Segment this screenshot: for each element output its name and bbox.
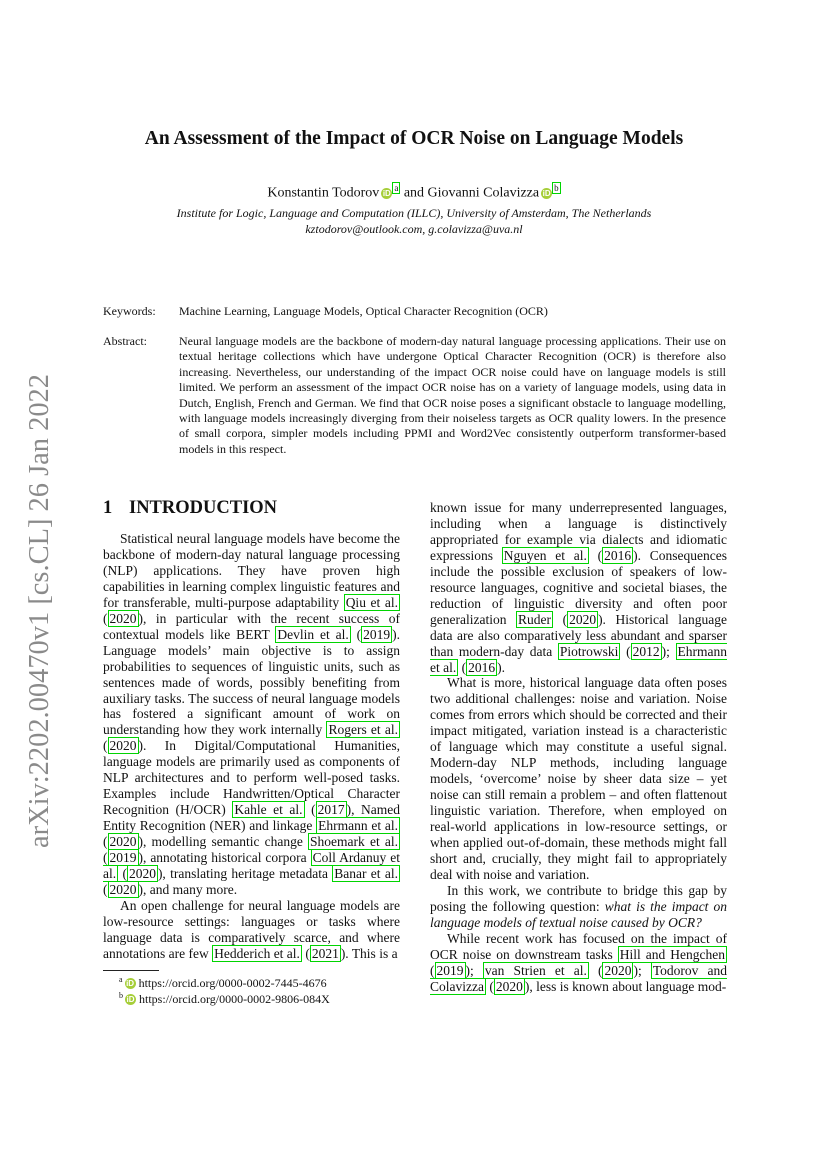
citation-link[interactable]: Devlin et al. [277,626,349,642]
paragraph [430,500,727,675]
citation-link[interactable]: Ruder [518,611,552,627]
citation-link[interactable]: Hill and Hengchen [619,946,725,962]
text-run: ); [465,962,483,978]
abstract-text: Neural language models are the backbone of modern-day natural language processing applications. Their use on textual heritage collections which have undergone Optical Character Recognition (OCR) is therefore also increasing. Nevertheless, our understanding of the impact OCR noise could have on language models is still limited. We perform an assessment of the impact OCR noise has on a variety of language models, using data in Dutch, English, French and German. We find that OCR noise poses a significant obstacle to language modelling, with language models increasingly diverging from their noiseless targets as OCR quality lowers. In the presence of small corpora, simpler models including PPMI and Word2Vec consistently outperform transformer-based models in this respect. [179,334,726,456]
citation-link[interactable]: 2017 [317,802,345,818]
text-run: ). This is a [340,945,398,961]
text-run: ). Historical language data are also comparatively less abundant and sparser than modern-day data [430,611,727,659]
text-run: known issue for many underrepresented languages, including when a language is distinctively appropriated for example via dialects and idiomatic expressions [430,500,727,563]
footnote-mark: a [119,975,123,984]
text-run: ( [553,611,568,627]
footnote-mark: b [119,991,123,1000]
orcid-icon[interactable]: iD [382,188,391,198]
paragraph: What is more, historical language data often poses two additional challenges: noise and variation. Noise comes from errors which should be corrected and their impact mitigated, variation instead is a characteristic of language which may constitute a useful signal. Modern-day NLP methods, including language models, ‘overcome’ noise by sheer data size – yet noise can still remain a problem – and often flattenout linguistic variation. Therefore, when employed on real-world applications in low-resource settings, or when applied out-of-domain, these methods might fall short and, crucially, they might fail to appropriately deal with noise and variation. [430,675,727,882]
text-run: ), modelling semantic change [138,834,309,850]
text-run: ( [103,610,108,626]
citation-link[interactable]: 2020 [604,962,632,978]
text-run: ( [103,738,108,754]
author-name: Giovanni Colavizza [427,185,540,201]
text-run: ); [661,643,676,659]
section-title: INTRODUCTION [129,498,278,518]
paragraph [103,898,400,962]
research-question: what is the impact on language models of textual noise caused by OCR? [430,898,727,930]
text-run: ( [620,643,631,659]
orcid-url[interactable]: https://orcid.org/0000-0002-9806-084X [139,992,330,1006]
text-run: In this work, we contribute to bridge this gap by posing the following question: [430,882,727,914]
paragraph [430,883,727,931]
citation-link[interactable]: 2020 [109,610,137,626]
citation-link[interactable]: Banar et al. [334,866,398,882]
orcid-icon: iD [126,995,135,1004]
citation-link[interactable]: 2020 [109,834,137,850]
citation-link[interactable]: 2016 [468,659,496,675]
citation-link[interactable]: Piotrowski [559,643,619,659]
text-run: ( [118,866,127,882]
arxiv-stamp-text: arXiv:2202.00470v1 [cs.CL] 26 Jan 2022 [24,381,55,848]
paper-title: An Assessment of the Impact of OCR Noise on Language Models [144,128,684,149]
text-run: ( [103,881,108,897]
citation-link[interactable]: 2019 [109,850,137,866]
orcid-icon[interactable]: iD [542,188,551,198]
author-name: Konstantin Todorov [267,185,380,201]
citation-link[interactable]: 2021 [311,945,339,961]
citation-link[interactable]: Ehrmann et al. [318,818,398,834]
citation-link[interactable]: van Strien et al. [484,962,587,978]
text-run: ), in particular with the recent success of contextual models like BERT [103,610,400,642]
text-run: ), annotating historical corpora [138,850,311,866]
text-run: ( [350,626,362,642]
keywords-label: Keywords: [103,304,156,318]
text-run: ). Consequences include the possible exclusion of speakers of low-resource languages, cognitive and societal biases, the reduction of linguistic diversity and often poor generalization [430,547,727,627]
text-run: ( [304,802,316,818]
citation-link[interactable]: 2020 [128,866,156,882]
citation-link[interactable]: 2019 [436,962,464,978]
text-run: ), less is known about language mod- [524,978,727,994]
affiliation: Institute for Logic, Language and Computation (ILLC), University of Amsterdam, The Netherlands [176,206,652,220]
citation-link[interactable]: 2012 [632,643,660,659]
orcid-icon: iD [126,979,135,988]
citation-link[interactable]: 2020 [109,738,137,754]
citation-link[interactable]: Kahle et al. [234,802,303,818]
text-run: ( [103,850,108,866]
keywords: Machine Learning, Language Models, Optical Character Recognition (OCR) [179,304,548,318]
citation-link[interactable]: 2016 [604,547,632,563]
footnote-marker-a[interactable]: a [394,183,399,193]
text-run: An open challenge for neural language models are low-resource settings: languages or tasks where language data is comparatively scarce, and where annotations are few [103,897,400,961]
text-run: ( [430,962,435,978]
citation-link[interactable]: Qiu et al. [345,594,398,610]
text-run: ). In Digital/Computational Humanities, language models are primarily used as components of NLP architectures and to perform well-posed tasks. Examples include Handwritten/Optical Character Recognition (H/OCR) [103,738,400,818]
text-run: ( [588,547,603,563]
left-column [103,531,400,962]
text-run: Statistical neural language models have become the backbone of modern-day natural language processing (NLP) applications. They have proven high capabilities in learning complex linguistic features and for transferable, multi-purpose adaptability [103,531,400,610]
text-run: ), Named Entity Recognition (NER) and linkage [103,802,400,834]
citation-link[interactable]: 2020 [109,881,137,897]
citation-link[interactable]: 2020 [569,611,597,627]
text-run: ( [485,978,494,994]
text-run: ); [633,962,651,978]
text-run: ), translating heritage metadata [157,866,333,882]
citation-link[interactable]: Nguyen et al. [503,547,587,563]
text-run: ). [497,659,505,675]
text-run: ), and many more. [138,881,238,897]
author-separator: and [403,185,425,201]
citation-link[interactable]: 2019 [363,626,391,642]
citation-link[interactable]: Shoemark et al. [310,834,398,850]
paragraph [430,931,727,995]
author-emails: kztodorov@outlook.com, g.colavizza@uva.nl [305,222,523,236]
citation-link[interactable]: Hedderich et al. [214,945,300,961]
text-run: ( [301,945,310,961]
section-number: 1 [103,498,113,518]
citation-link[interactable]: 2020 [495,978,523,994]
text-run: ( [103,834,108,850]
arxiv-identifier-stamp [16,372,58,848]
citation-link[interactable]: Todorov and Colavizza [430,962,728,994]
author-line [0,184,828,202]
text-run: ( [588,962,603,978]
footnote-a [119,975,327,991]
footnote-rule [103,970,159,971]
citation-link[interactable]: Rogers et al. [328,722,398,738]
footnote-b [119,991,330,1007]
text-run: While recent work has focused on the impact of OCR noise on downstream tasks [430,930,727,962]
abstract-label: Abstract: [103,334,147,348]
citation-link[interactable]: Ehrmann et al. [430,643,727,675]
right-column [430,500,727,995]
section-heading [103,498,277,519]
citation-link[interactable]: Coll Ardanuy et al. [103,850,400,882]
text-run: ( [458,659,467,675]
orcid-url[interactable]: https://orcid.org/0000-0002-7445-4676 [138,976,327,990]
paragraph [103,531,400,898]
text-run: ). Language models’ main objective is to assign probabilities to sequences of linguistic units, such as sentences made of words, possibly benefiting from auxiliary tasks. The success of neural language models has fostered a significant amount of work on understanding how they work internally [103,626,401,738]
footnote-marker-b[interactable]: b [554,183,559,193]
